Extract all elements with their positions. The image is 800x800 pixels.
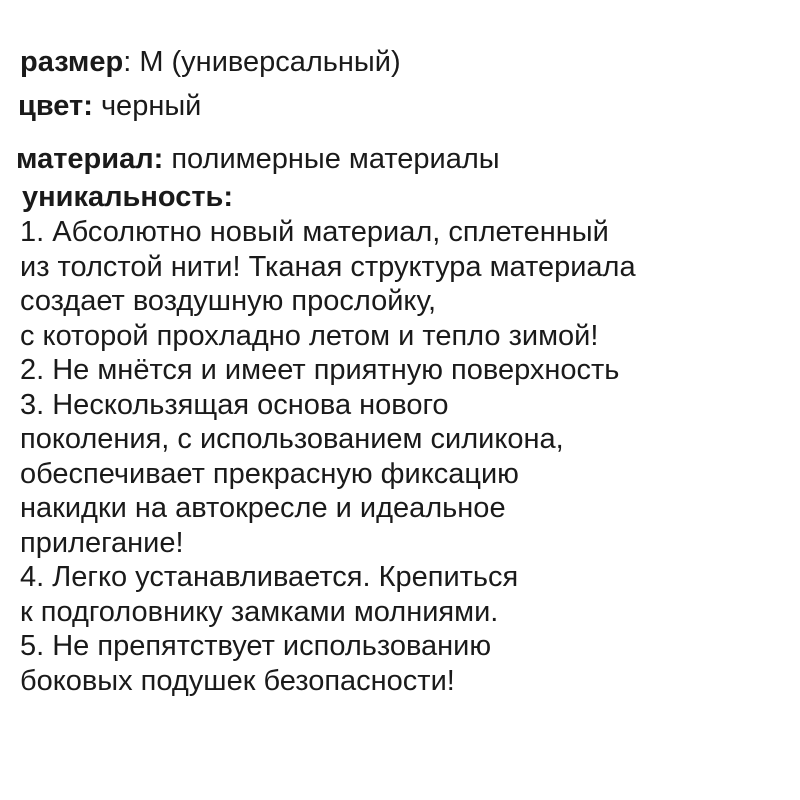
spec-color-label: цвет: [18, 90, 93, 122]
spec-size [20, 45, 401, 79]
spec-size-value: M (универсальный) [139, 46, 401, 78]
body-line: накидки на автокресле и идеальное [20, 492, 506, 524]
spec-color [18, 89, 201, 123]
body-line: с которой прохладно летом и тепло зимой! [20, 319, 599, 352]
uniqueness-body [20, 215, 790, 733]
body-line: 1. Абсолютно новый материал, сплетенный [20, 216, 609, 248]
body-line: 5. Не препятствует использованию [20, 630, 492, 662]
body-line: поколения, с использованием силикона, [20, 423, 564, 455]
spec-material-value: полимерные материалы [171, 143, 500, 175]
body-line: 3. Нескользящая основа нового [20, 388, 449, 421]
spec-size-separator: : [123, 46, 140, 78]
body-line: боковых подушек безопасности! [20, 664, 455, 697]
body-line: создает воздушную прослойку, [20, 285, 437, 317]
spec-color-separator [93, 90, 101, 122]
body-line: из толстой нити! Тканая структура материала [20, 250, 636, 283]
spec-material [16, 142, 500, 176]
spec-material-label: материал: [16, 143, 164, 175]
body-line: к подголовнику замками молниями. [20, 595, 499, 628]
body-line: 4. Легко устанавливается. Крепиться [20, 561, 519, 593]
uniqueness-heading: уникальность: [22, 181, 234, 213]
body-line: обеспечивает прекрасную фиксацию [20, 457, 519, 490]
spec-size-label: размер [20, 46, 124, 78]
body-line: прилегание! [20, 526, 184, 559]
body-line: 2. Не мнётся и имеет приятную поверхность [20, 354, 620, 386]
spec-color-value: черный [100, 90, 202, 122]
